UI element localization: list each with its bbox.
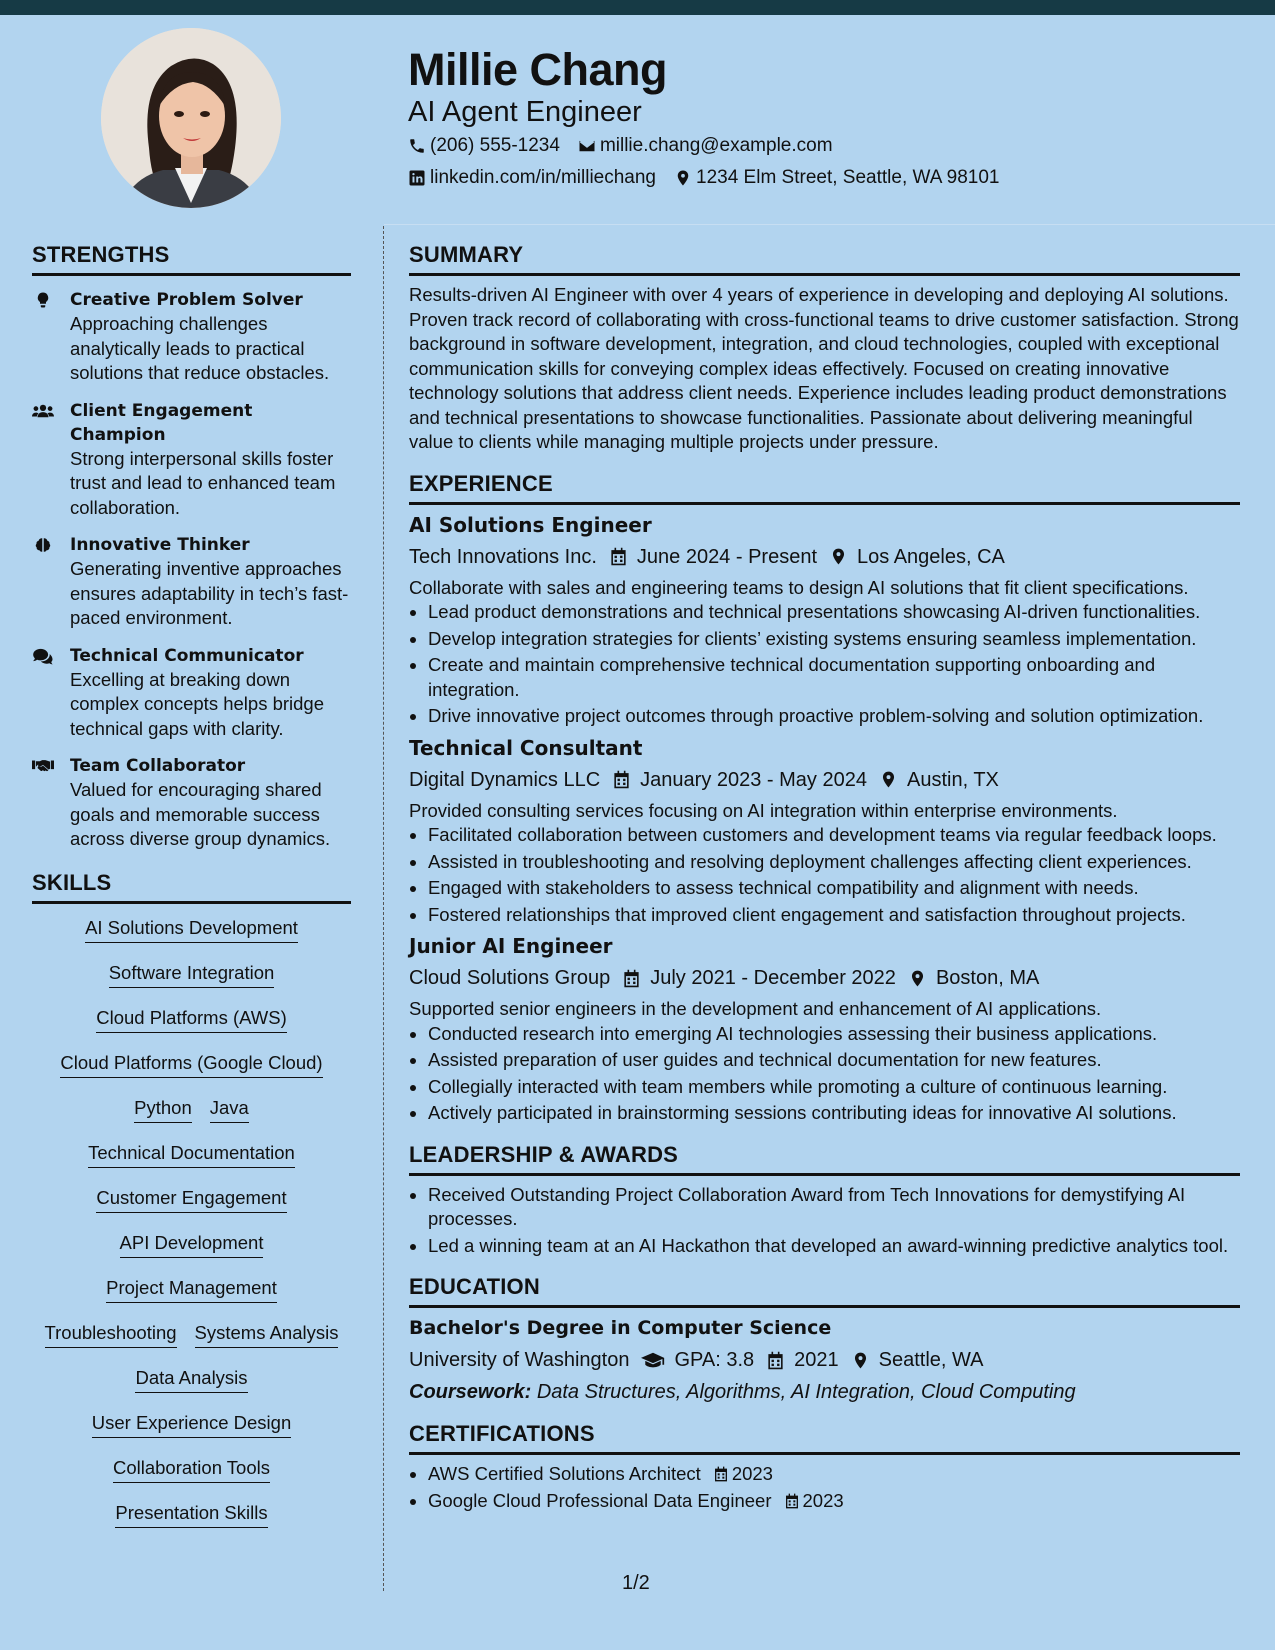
- coursework-list: Data Structures, Algorithms, AI Integration, Cloud Computing: [536, 1381, 1076, 1403]
- strength-title: Technical Communicator: [70, 645, 304, 666]
- skill-tag: Python: [134, 1096, 192, 1123]
- skill-tag: User Experience Design: [92, 1411, 291, 1438]
- brain-icon: [32, 536, 54, 554]
- job-meta: [409, 965, 1240, 991]
- certifications-list: [409, 1462, 1240, 1513]
- strength-desc: Approaching challenges analytically leads to practical solutions that reduce obstacles.: [70, 313, 330, 383]
- job-location: Boston, MA: [935, 967, 1040, 989]
- graduation-year: 2021: [794, 1349, 839, 1371]
- certifications-heading: CERTIFICATIONS: [409, 1421, 1240, 1455]
- skill-tag: AI Solutions Development: [85, 916, 298, 943]
- header-rule: [384, 224, 1275, 225]
- location-pin-icon: [879, 770, 898, 789]
- skill-tag: Systems Analysis: [195, 1321, 339, 1348]
- skills-heading: SKILLS: [32, 870, 351, 904]
- leadership-item: • Received Outstanding Project Collaboration Award from Tech Innovations for demystifying AI processes.: [428, 1183, 1240, 1232]
- job-entry: [409, 933, 1240, 1126]
- graduation-cap-icon: [641, 1351, 665, 1370]
- strength-desc: Valued for encouraging shared goals and memorable success across diverse group dynamics.: [70, 779, 331, 849]
- phone-contact[interactable]: [408, 134, 560, 158]
- job-entry: [409, 512, 1240, 729]
- skill-tag: Technical Documentation: [88, 1141, 295, 1168]
- strength-item: [32, 288, 351, 386]
- strength-item: [32, 533, 351, 631]
- strengths-heading: STRENGTHS: [32, 242, 351, 276]
- leadership-list: [409, 1183, 1240, 1259]
- linkedin-text: linkedin.com/in/milliechang: [430, 167, 656, 188]
- job-bullet: • Fostered relationships that improved client engagement and satisfaction throughout projects.: [428, 903, 1240, 928]
- job-meta: [409, 544, 1240, 570]
- linkedin-contact[interactable]: [408, 166, 656, 190]
- profile-photo: [101, 28, 281, 208]
- skill-tag: API Development: [120, 1231, 264, 1258]
- top-accent-bar: [0, 0, 1275, 15]
- education-heading: EDUCATION: [409, 1274, 1240, 1308]
- job-bullet: • Engaged with stakeholders to assess technical compatibility and alignment with needs.: [428, 876, 1240, 901]
- certification-item: [428, 1489, 1240, 1514]
- left-column: [32, 242, 351, 1546]
- strength-title: Innovative Thinker: [70, 535, 250, 555]
- job-intro: Supported senior engineers in the development and enhancement of AI applications.: [409, 998, 1102, 1019]
- skill-tag: Collaboration Tools: [113, 1456, 270, 1483]
- certification-name: • AWS Certified Solutions Architect: [428, 1463, 701, 1484]
- certification-year: 2023: [731, 1463, 773, 1484]
- strengths-list: [32, 288, 351, 852]
- phone-icon: [408, 137, 426, 155]
- coursework: [409, 1379, 1240, 1405]
- summary-text: Results-driven AI Engineer with over 4 years of experience in developing and deploying AI solutions. Proven track record of collaborating with cross-functional teams to drive customer satisfaction. Strong background in software development, integration, and cloud technologies, coupled with exceptional communication skills for conveying complex ideas effectively. Focused on creating innovative technology solutions that address client needs. Experience includes leading product demonstrations and technical presentations to showcase functionalities. Passionate about delivering meaningful value to clients while managing multiple projects under pressure.: [409, 284, 1239, 452]
- location-pin-icon: [908, 969, 927, 988]
- job-title: Junior AI Engineer: [409, 934, 613, 958]
- strength-item: [32, 399, 351, 521]
- calendar-icon: [609, 547, 628, 566]
- calendar-icon: [766, 1351, 785, 1370]
- job-intro: Provided consulting services focusing on AI integration within enterprise environments.: [409, 799, 1118, 821]
- job-title: Technical Consultant: [409, 735, 643, 760]
- contact-row-1: [408, 134, 851, 158]
- job-bullet: • Drive innovative project outcomes through proactive problem-solving and solution optimization.: [428, 704, 1240, 729]
- job-bullet: • Conducted research into emerging AI technologies assessing their business applications.: [428, 1022, 1240, 1047]
- coursework-label: Coursework:: [409, 1381, 532, 1403]
- location-pin-icon: [674, 169, 692, 187]
- address-text: 1234 Elm Street, Seattle, WA 98101: [696, 167, 1000, 188]
- leadership-item: • Led a winning team at an AI Hackathon that developed an award-winning predictive analytics tool.: [428, 1234, 1240, 1259]
- candidate-name: Millie Chang: [408, 44, 668, 95]
- contact-row-2: [408, 166, 1017, 190]
- skills-list: [32, 916, 351, 1546]
- job-company: Tech Innovations Inc.: [409, 545, 597, 568]
- job-intro: Collaborate with sales and engineering teams to design AI solutions that fit client specifications.: [409, 576, 1189, 598]
- school-name: University of Washington: [409, 1349, 630, 1371]
- education-meta: [409, 1347, 1240, 1373]
- certification-item: [428, 1462, 1240, 1487]
- job-location: Austin, TX: [906, 768, 999, 791]
- calendar-icon: [784, 1493, 800, 1509]
- skill-tag: Java: [210, 1096, 249, 1123]
- certifications-section: [409, 1421, 1240, 1513]
- strength-title: Team Collaborator: [70, 756, 246, 776]
- location-pin-icon: [851, 1351, 870, 1370]
- job-dates: January 2023 - May 2024: [640, 768, 867, 791]
- envelope-icon: [578, 137, 596, 155]
- job-title: AI Solutions Engineer: [409, 512, 652, 537]
- users-icon: [32, 402, 54, 420]
- leadership-heading: LEADERSHIP & AWARDS: [409, 1142, 1240, 1176]
- skill-tag: Cloud Platforms (Google Cloud): [60, 1051, 322, 1078]
- skill-tag: Presentation Skills: [115, 1501, 267, 1528]
- right-column: [409, 242, 1240, 1529]
- email-text: millie.chang@example.com: [599, 135, 833, 156]
- job-bullet: • Actively participated in brainstorming sessions contributing ideas for innovative AI solutions.: [428, 1101, 1240, 1126]
- certification-name: • Google Cloud Professional Data Engineer: [428, 1489, 772, 1511]
- candidate-title: AI Agent Engineer: [408, 96, 642, 128]
- calendar-icon: [612, 770, 631, 789]
- certification-year: 2023: [802, 1489, 844, 1511]
- skill-tag: Cloud Platforms (AWS): [96, 1006, 287, 1033]
- skill-tag: Data Analysis: [135, 1366, 247, 1393]
- strength-item: [32, 644, 351, 742]
- skill-tag: Customer Engagement: [96, 1186, 286, 1213]
- job-bullets: [409, 600, 1240, 729]
- lightbulb-icon: [32, 291, 54, 309]
- strength-desc: Strong interpersonal skills foster trust and lead to enhanced team collaboration.: [70, 447, 336, 518]
- job-dates: June 2024 - Present: [636, 545, 818, 568]
- strength-desc: Excelling at breaking down complex concepts helps bridge technical gaps with clarity.: [70, 668, 325, 739]
- skill-tag: Project Management: [106, 1276, 277, 1303]
- job-bullet: • Collegially interacted with team members while promoting a culture of continuous learning.: [428, 1075, 1240, 1100]
- skill-tag: Software Integration: [109, 961, 275, 988]
- job-dates: July 2021 - December 2022: [650, 967, 896, 989]
- experience-section: [409, 471, 1240, 1126]
- job-meta: [409, 767, 1240, 793]
- degree-title: Bachelor's Degree in Computer Science: [409, 1317, 832, 1339]
- job-bullet: • Create and maintain comprehensive technical documentation supporting onboarding and integration.: [428, 653, 1240, 702]
- education-section: [409, 1274, 1240, 1405]
- location-pin-icon: [829, 547, 848, 566]
- job-bullet: • Assisted preparation of user guides and technical documentation for new features.: [428, 1048, 1240, 1073]
- job-company: Digital Dynamics LLC: [409, 768, 601, 791]
- job-company: Cloud Solutions Group: [409, 967, 611, 989]
- leadership-section: [409, 1142, 1240, 1259]
- skill-tag: Troubleshooting: [45, 1321, 177, 1348]
- summary-section: [409, 242, 1240, 455]
- email-contact[interactable]: [578, 134, 833, 158]
- strength-title: Creative Problem Solver: [70, 290, 303, 310]
- job-bullets: [409, 1022, 1240, 1126]
- strength-item: [32, 754, 351, 852]
- handshake-icon: [32, 757, 54, 775]
- address-contact: [674, 166, 999, 190]
- page-number: 1/2: [622, 1572, 650, 1594]
- job-bullet: • Facilitated collaboration between customers and development teams via regular feedback loops.: [428, 823, 1240, 848]
- summary-heading: SUMMARY: [409, 242, 1240, 276]
- calendar-icon: [713, 1466, 729, 1482]
- strength-desc: Generating inventive approaches ensures adaptability in tech’s fast-paced environment.: [70, 558, 349, 628]
- job-bullet: • Assisted in troubleshooting and resolving deployment challenges affecting client experiences.: [428, 850, 1240, 875]
- school-location: Seattle, WA: [878, 1349, 984, 1371]
- linkedin-icon: [408, 169, 426, 187]
- job-location: Los Angeles, CA: [857, 545, 1005, 568]
- job-bullet: • Develop integration strategies for clients’ existing systems ensuring seamless implementation.: [428, 627, 1240, 652]
- strength-title: Client Engagement Champion: [70, 400, 253, 445]
- job-bullet: • Lead product demonstrations and technical presentations showcasing AI-driven functionalities.: [428, 600, 1240, 625]
- phone-text: (206) 555-1234: [430, 135, 560, 156]
- experience-heading: EXPERIENCE: [409, 471, 1240, 505]
- job-entry: [409, 735, 1240, 928]
- column-divider: [383, 226, 384, 1591]
- gpa-text: GPA: 3.8: [674, 1349, 755, 1371]
- calendar-icon: [622, 969, 641, 988]
- job-bullets: [409, 823, 1240, 927]
- comments-icon: [32, 647, 54, 665]
